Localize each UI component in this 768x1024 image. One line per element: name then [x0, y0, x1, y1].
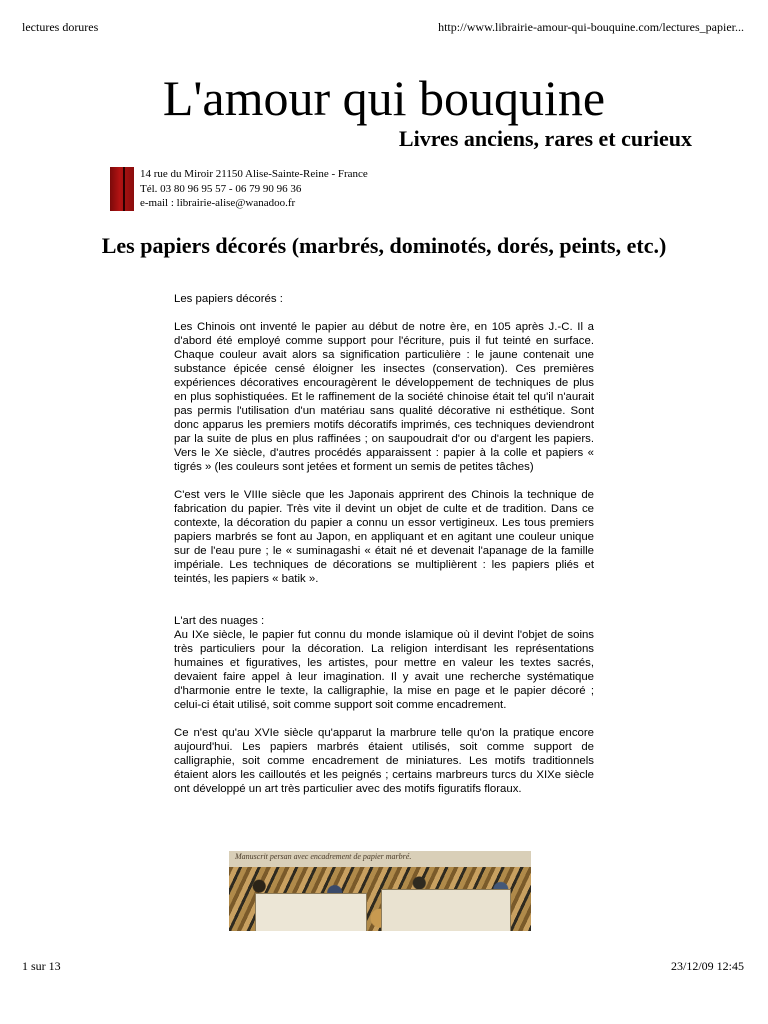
article-paragraph: Ce n'est qu'au XVIe siècle qu'apparut la marbrure telle qu'on la pratique encore aujourd'hui. Les papiers marbrés étaient utilisés, soit comme support de calligraphie, soit comme encadrement de miniatures. Les motifs traditionnels étaient alors les cailloutés et les peignés ; certains marbreurs turcs du XIXe siècle ont développé un art très particulier avec des motifs figuratifs floraux.	[174, 727, 594, 795]
print-footer-page-count: 1 sur 13	[22, 959, 61, 973]
contact-email: e-mail : librairie-alise@wanadoo.fr	[140, 197, 296, 209]
article-section-label: L'art des nuages :	[174, 615, 265, 627]
page-heading: Les papiers décorés (marbrés, dominotés, dorés, peints, etc.)	[101, 233, 667, 258]
print-footer-datetime: 23/12/09 12:45	[670, 959, 744, 973]
contact-block	[140, 167, 368, 211]
manuscript-page-right	[381, 889, 511, 931]
print-header-page-title: lectures dorures	[22, 20, 99, 34]
print-header-url: http://www.librairie-amour-qui-bouquine.com/lectures_papier...	[438, 20, 744, 34]
illustration-caption: Manuscrit persan avec encadrement de papier marbré.	[235, 852, 412, 861]
contact-address: 14 rue du Miroir 21150 Alise-Sainte-Reine - France	[140, 168, 368, 180]
marbled-paper-illustration	[229, 851, 531, 931]
article-paragraph: C'est vers le VIIIe siècle que les Japonais apprirent des Chinois la technique de fabrication du papier. Très vite il devint un objet de culte et de tradition. Dans ce contexte, la décoration du papier a connu un essor vertigineux. Les tous premiers papiers marbrés se font au Japon, en appliquant et en agitant une couleur unique sur de l'eau pure ; le « suminagashi « était né et devenait l'apanage de la famille impériale. Les techniques de décorations se multiplièrent : les papiers pliés et teintés, les papiers « batik ».	[174, 489, 594, 585]
site-title: L'amour qui bouquine	[162, 70, 606, 126]
manuscript-page-left	[255, 893, 367, 931]
bookmark-logo	[110, 167, 134, 211]
article-intro: Les papiers décorés :	[174, 293, 283, 305]
article-body	[174, 292, 594, 796]
article-paragraph: Au IXe siècle, le papier fut connu du monde islamique où il devint l'objet de soins très particuliers pour la décoration. La religion interdisant les représentations humaines et figuratives, les artistes, pour mettre en valeur les textes sacrés, devaient faire appel à leur imagination. Il y avait une recherche systématique d'harmonie entre le texte, la calligraphie, la mise en page et le papier décoré ; celui-ci était utilisé, soit comme support soit comme encadrement.	[174, 629, 594, 711]
contact-phone: Tél. 03 80 96 95 57 - 06 79 90 96 36	[140, 182, 302, 195]
article-paragraph: Les Chinois ont inventé le papier au début de notre ère, en 105 après J.-C. Il a d'abord été employé comme support pour l'écriture, puis il fut teinté en surface. Chaque couleur avait alors sa signification particulière : le jaune contenait une substance épicée censé éloigner les insectes (conservation). Ces premières expériences décoratives encouragèrent le développement de techniques de plus en plus sophistiquées. Et le raffinement de la société chinoise était tel qu'il n'aurait pas permis l'utilisation d'un matériau sans qualité décorative ni esthétique. Sont donc apparus les premiers motifs décoratifs imprimés, ces techniques deviendront par la suite de plus en plus raffinées ; on saupoudrait d'or ou d'argent les papiers. Vers le Xe siècle, d'autres procédés apparaissent : papier à la colle et papiers « tigrés » (les couleurs sont jetées et forment un semis de petites tâches)	[174, 321, 594, 473]
site-subtitle: Livres anciens, rares et curieux	[398, 126, 692, 151]
